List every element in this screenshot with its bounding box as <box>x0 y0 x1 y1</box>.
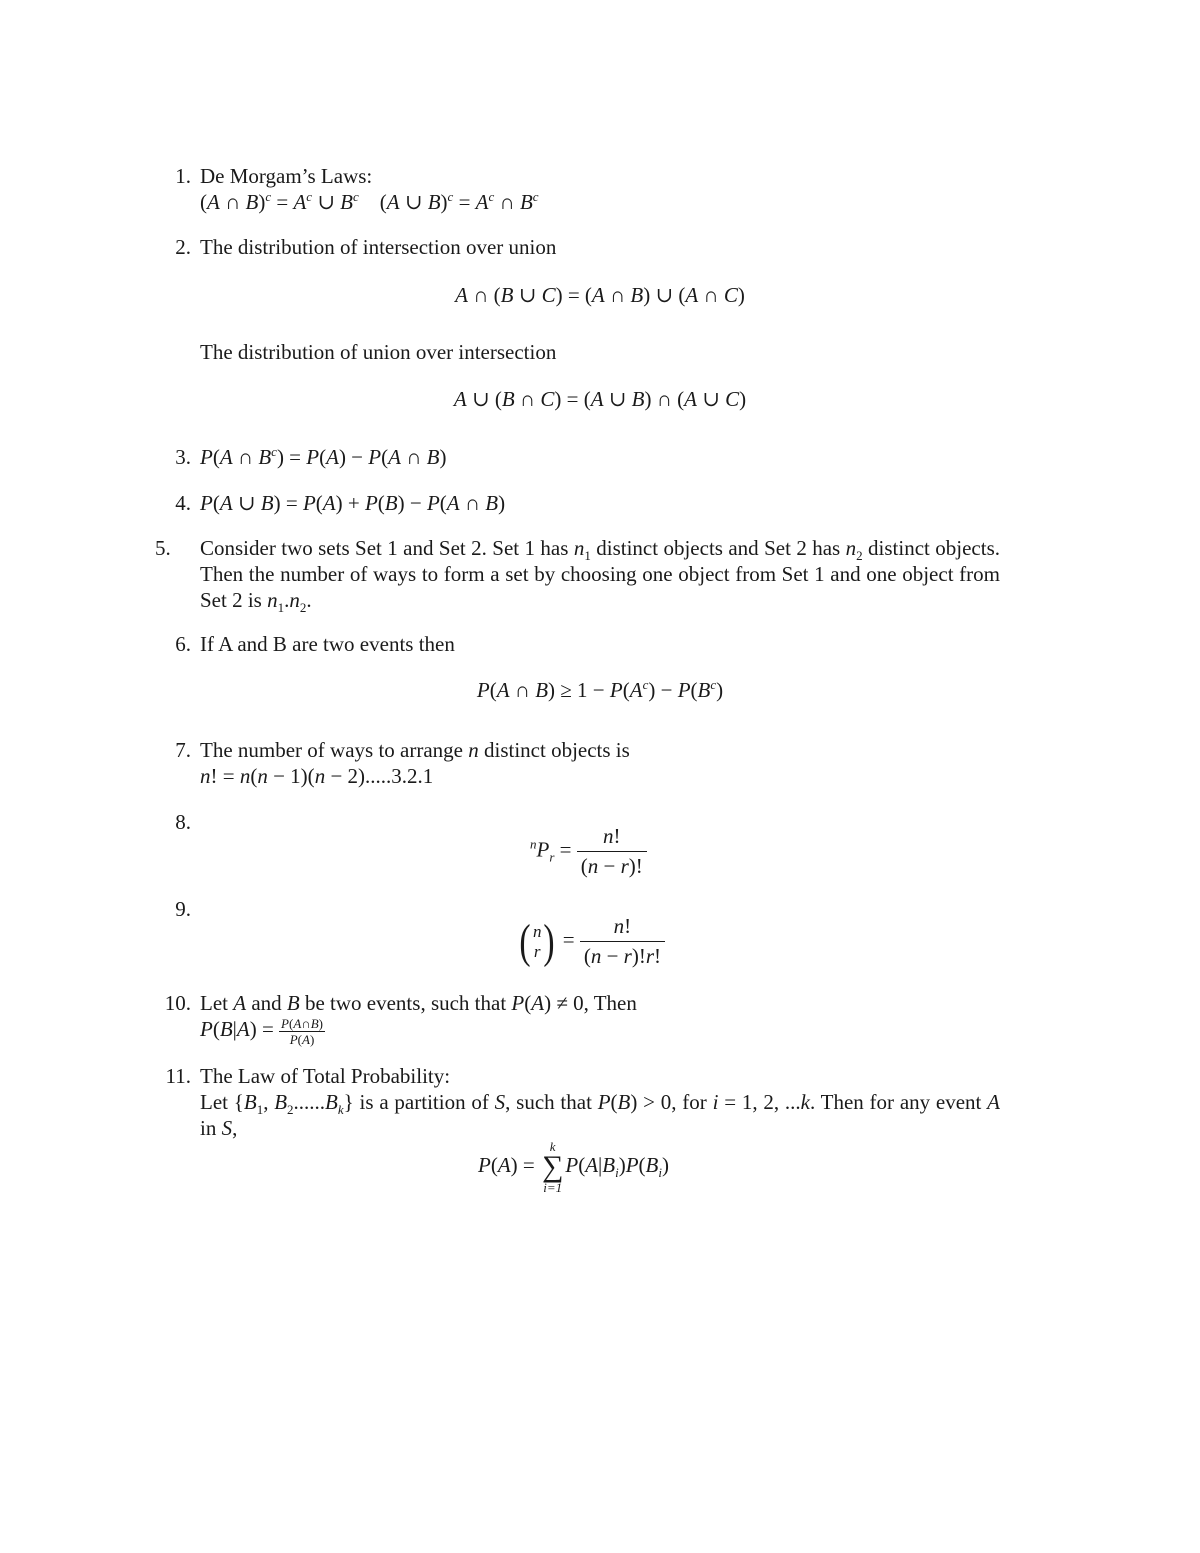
item-number: 10. <box>164 991 191 1015</box>
item-text: distinct objects. Then the number of ways to form a set by choosing one object from Set 1 and one object from Set 2 is <box>200 536 1000 612</box>
formula: P(A ∪ B) = P(A) + P(B) − P(A ∩ B) <box>200 491 506 515</box>
item-7 <box>175 737 1000 789</box>
binomial: ( n r ) <box>519 914 556 968</box>
item-text: The distribution of intersection over union <box>200 235 557 259</box>
item-number: 3. <box>175 445 191 469</box>
item-number: 1. <box>175 164 191 188</box>
conditional-formula: P(B|A) = $\frac{P(A\cap B)}{P(A)}$ <box>200 1015 323 1047</box>
item-6 <box>175 631 1000 657</box>
item-2-text-2 <box>200 339 1000 365</box>
item-number: 7. <box>175 738 191 762</box>
formula: P(A ∩ $B^c) = P(A) - P(A$ ∩ B) <box>200 444 447 469</box>
factorial-formula: n! = n(n − 1)(n − 2).....3.2.1 <box>200 764 434 788</box>
item-text: distinct objects and Set 2 has <box>596 536 841 560</box>
item-text: Let {$B_1$, $B_2......B_k$} is a partition of S, such that P(B) > 0, for i = 1, 2, ...k. Then for any event A in S, <box>200 1090 1000 1140</box>
item-2 <box>175 234 1000 260</box>
fraction: $\frac{n!}{(n - r)!}$ <box>577 824 647 879</box>
summation: k ∑ i=1 <box>542 1139 564 1195</box>
item-number: 4. <box>175 491 191 515</box>
permutation-formula: $^nP_r$ = $\frac{n!}{(n - r)!}$ <box>530 824 647 879</box>
item-text: The distribution of union over intersection <box>200 340 557 364</box>
distributive-formula-2: A ∪ (B ∩ C) = (A ∪ B) ∩ (A ∪ C) <box>453 387 747 411</box>
item-title: De Morgam’s Laws: <box>200 164 373 188</box>
item-text: If A and B are two events then <box>200 632 455 656</box>
distributive-formula-1: A ∩ (B ∪ C) = (A ∩ B) ∪ (A ∩ C) <box>455 283 745 307</box>
item-text: The number of ways to arrange n distinct objects is <box>200 738 630 762</box>
item-number: 9. <box>175 897 191 921</box>
item-number: 5. <box>155 536 171 560</box>
fraction: $\frac{P(A\cap B)}{P(A)}$ <box>281 1015 323 1047</box>
item-10 <box>164 990 1000 1047</box>
de-morgan-formulas: (A ∩ $B)^c = A^c$ ∪ $B^c$ (A ∪ $B)^c = A^c$ ∩ $B^c$ <box>200 189 539 214</box>
inequality-formula: P(A ∩ $B) \ge 1 - P(A^c) - P(B^c)$ <box>476 677 724 702</box>
item-number: 8. <box>175 810 191 834</box>
item-number: 11. <box>165 1064 191 1088</box>
item-1 <box>175 163 1000 215</box>
item-number: 6. <box>175 632 191 656</box>
item-11 <box>165 1063 1000 1141</box>
item-3 <box>175 444 1000 470</box>
fraction: $\frac{n!}{(n - r)!r!}$ <box>580 914 665 969</box>
item-text: Let A and B be two events, such that P(A) ≠ 0, Then <box>200 991 637 1015</box>
total-probability-formula: P(A) = k ∑ i=1 $P(A|B_i)P(B_i)$ <box>478 1139 669 1195</box>
item-number: 2. <box>175 235 191 259</box>
item-title: The Law of Total Probability: <box>200 1064 451 1088</box>
combination-formula: ( n r ) = $\frac{n!}{(n - r)!r!}$ <box>517 914 665 969</box>
item-5: 5. Consider two sets Set 1 and Set 2. Set 1 has $n_1$ distinct objects and Set 2 has $n_2$ distinct objects. Then the number of ways to form a set by choosing one object from Set 1 and one object from Set 2 is $n_1.n_2$. <box>155 536 1000 615</box>
item-4 <box>175 490 1000 516</box>
item-text: Consider two sets Set 1 and Set 2. Set 1 has <box>200 536 569 560</box>
